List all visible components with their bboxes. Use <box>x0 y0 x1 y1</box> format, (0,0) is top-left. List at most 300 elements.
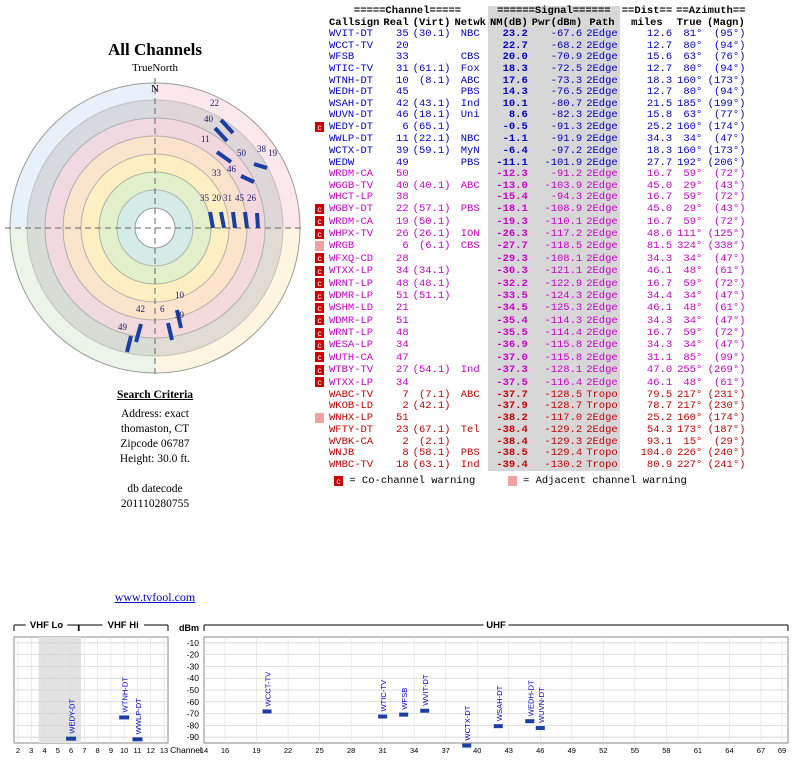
co-channel-warning-icon: c <box>315 315 324 325</box>
polar-plot-wrap <box>5 78 305 378</box>
cell-magn: (174°) <box>707 121 746 134</box>
cell-nm: 14.3 <box>488 87 530 99</box>
table-row[interactable] <box>312 365 747 377</box>
spectrum-point-label: WWLP-DT <box>133 698 143 735</box>
polar-panel <box>0 0 310 604</box>
cell-pwr: -129.2 <box>530 425 584 437</box>
cell-magn: (94°) <box>713 86 746 99</box>
cell-real: 35 <box>396 28 409 41</box>
cell-magn: (206°) <box>707 156 746 169</box>
table-row[interactable] <box>312 291 747 303</box>
row-warning-cell <box>312 352 327 364</box>
cell-callsign: WTXX-LP <box>329 376 374 389</box>
cell-nm: -35.4 <box>488 315 530 327</box>
co-channel-warning-icon: c <box>315 204 324 214</box>
polar-plot <box>5 78 305 378</box>
cell-pwr: -91.9 <box>530 134 584 146</box>
x-tick-label: 28 <box>346 746 356 755</box>
cell-netwk <box>452 315 488 327</box>
cell-real: 18 <box>396 458 409 471</box>
cell-virt <box>411 158 453 170</box>
table-row[interactable] <box>312 216 747 228</box>
cell-miles: 47.0 <box>646 364 673 377</box>
cell-path: 2Edge <box>586 74 618 87</box>
cell-netwk: Tel <box>460 424 480 437</box>
cell-netwk: CBS <box>460 51 480 64</box>
cell-true: 192° <box>677 156 703 169</box>
cell-true: 29° <box>683 203 703 216</box>
cell-callsign: WFSB <box>329 51 355 64</box>
cell-callsign: WGBY-DT <box>329 203 374 216</box>
row-warning-cell <box>312 425 327 437</box>
cell-callsign: WVIT-DT <box>329 28 374 41</box>
x-tick-label: 11 <box>133 746 142 755</box>
cell-pwr: -67.6 <box>530 29 584 41</box>
group-header-channel: =====Channel===== <box>353 5 462 17</box>
col-pwr[interactable]: Pwr(dBm) <box>531 16 583 29</box>
cell-true: 217° <box>677 400 703 413</box>
cell-pwr: -121.1 <box>530 266 584 278</box>
cell-nm: -35.5 <box>488 328 530 340</box>
table-row[interactable] <box>312 99 747 111</box>
cell-true: 59° <box>683 191 703 204</box>
col-miles[interactable]: miles <box>631 16 663 29</box>
cell-virt: (54.1) <box>412 364 451 377</box>
row-warning-cell <box>312 291 327 303</box>
cell-virt: (48.1) <box>412 277 451 290</box>
row-warning-cell <box>312 29 327 41</box>
cell-pwr: -122.9 <box>530 278 584 290</box>
cell-magn: (95°) <box>713 28 746 41</box>
cell-netwk <box>452 192 488 204</box>
cell-path: 2Edge <box>586 215 618 228</box>
table-row[interactable] <box>312 181 747 193</box>
x-tick-label: 13 <box>159 746 169 755</box>
cell-miles: 46.1 <box>646 265 673 278</box>
cell-real: 7 <box>402 388 409 401</box>
cell-miles: 31.1 <box>646 351 673 364</box>
cell-magn: (94°) <box>713 39 746 52</box>
cell-nm: -30.3 <box>488 266 530 278</box>
cell-nm: -39.4 <box>488 460 530 472</box>
row-warning-cell <box>312 328 327 340</box>
row-warning-cell <box>312 216 327 228</box>
cell-callsign: WUVN-DT <box>329 109 374 122</box>
cell-callsign: WFXQ-CD <box>329 252 374 265</box>
table-row[interactable] <box>312 253 747 265</box>
col-netwk[interactable]: Netwk <box>454 16 486 29</box>
col-callsign[interactable]: Callsign <box>329 16 380 29</box>
spectrum-bar[interactable] <box>525 719 534 723</box>
table-row[interactable] <box>312 146 747 158</box>
cell-pwr: -125.3 <box>530 303 584 315</box>
cell-miles: 34.3 <box>646 252 673 265</box>
cell-magn: (76°) <box>713 51 746 64</box>
cell-pwr: -129.4 <box>530 448 584 460</box>
cell-nm: -0.5 <box>488 122 530 134</box>
table-row[interactable] <box>312 169 747 181</box>
co-channel-warning-icon: c <box>315 303 324 313</box>
x-tick-label: 19 <box>252 746 261 755</box>
table-row[interactable] <box>312 52 747 64</box>
cell-real: 40 <box>396 179 409 192</box>
cell-miles: 34.4 <box>646 289 673 302</box>
db-datecode-label: db datecode <box>127 483 183 495</box>
table-row[interactable] <box>312 460 747 472</box>
cell-real: 48 <box>396 277 409 290</box>
cell-nm: -38.4 <box>488 437 530 449</box>
cell-virt <box>411 303 453 315</box>
adjacent-channel-warning-icon: a <box>315 241 324 251</box>
cell-path: 2Edge <box>586 62 618 75</box>
cell-nm: 18.3 <box>488 64 530 76</box>
cell-callsign: WNJB <box>329 447 355 460</box>
row-warning-cell <box>312 122 327 134</box>
cell-true: 34° <box>683 314 703 327</box>
cell-callsign: WEDW <box>329 156 355 169</box>
co-channel-warning-icon: c <box>315 365 324 375</box>
cell-callsign: WSHM-LD <box>329 302 374 315</box>
cell-path: 2Edge <box>586 364 618 377</box>
cell-true: 160° <box>677 144 703 157</box>
cell-magn: (61°) <box>713 265 746 278</box>
spectrum-bar[interactable] <box>399 713 408 717</box>
cell-true: 63° <box>683 109 703 122</box>
y-tick-label: -40 <box>186 673 199 684</box>
cell-callsign: WEDY-DT <box>329 121 374 134</box>
cell-real: 47 <box>396 351 409 364</box>
cell-true: 324° <box>677 240 703 253</box>
table-row[interactable] <box>312 352 747 364</box>
cell-miles: 34.3 <box>646 314 673 327</box>
spectrum-point-label: WEDY-DT <box>67 698 77 734</box>
table-row[interactable] <box>312 315 747 327</box>
band-label: VHF Lo <box>29 620 64 631</box>
cell-nm: -13.0 <box>488 181 530 193</box>
cell-real: 27 <box>396 364 409 377</box>
cell-pwr: -115.8 <box>530 352 584 364</box>
cell-magn: (173°) <box>707 144 746 157</box>
cell-path: 2Edge <box>586 339 618 352</box>
spectrum-point-label: WFSB <box>400 687 410 710</box>
cell-virt <box>411 41 453 53</box>
cell-callsign: WKOB-LD <box>329 400 374 413</box>
cell-virt: (7.1) <box>418 388 451 401</box>
spectrum-bar[interactable] <box>494 724 503 728</box>
x-tick-label: 5 <box>55 746 60 755</box>
cell-callsign: WRGB <box>329 240 355 253</box>
table-row[interactable] <box>312 340 747 352</box>
spectrum-bar[interactable] <box>263 709 272 713</box>
y-tick-label: -60 <box>186 696 199 707</box>
table-row[interactable] <box>312 278 747 290</box>
cell-path: 2Edge <box>586 435 618 448</box>
cell-nm: -38.2 <box>488 413 530 425</box>
cell-callsign: WGGB-TV <box>329 179 374 192</box>
co-channel-warning-icon: c <box>315 278 324 288</box>
signal-table-panel <box>312 6 800 487</box>
cell-magn: (47°) <box>713 339 746 352</box>
table-row[interactable] <box>312 377 747 389</box>
cell-virt: (43.1) <box>412 97 451 110</box>
co-channel-warning-icon: c <box>315 377 324 387</box>
row-warning-cell <box>312 181 327 193</box>
row-warning-cell <box>312 204 327 216</box>
y-tick-label: -90 <box>186 732 199 743</box>
spectrum-bar[interactable] <box>119 715 129 719</box>
cell-magn: (77°) <box>713 109 746 122</box>
cell-miles: 18.3 <box>646 74 673 87</box>
cell-pwr: -130.2 <box>530 460 584 472</box>
cell-true: 48° <box>683 302 703 315</box>
spectrum-point-label: WTNH-DT <box>120 677 130 713</box>
cell-miles: 16.7 <box>646 168 673 181</box>
y-tick-label: -30 <box>186 661 199 672</box>
table-row[interactable] <box>312 110 747 122</box>
cell-path: 2Edge <box>586 191 618 204</box>
cell-callsign: WRDM-CA <box>329 215 374 228</box>
polar-marker-label: 40 <box>204 114 213 124</box>
x-tick-label: 9 <box>108 746 113 755</box>
table-row[interactable] <box>312 192 747 204</box>
cell-true: 173° <box>677 424 703 437</box>
cell-virt: (30.1) <box>412 28 451 41</box>
table-row[interactable] <box>312 401 747 413</box>
cell-callsign: WNHX-LP <box>329 412 374 425</box>
cell-true: 160° <box>677 74 703 87</box>
row-warning-cell <box>312 241 327 253</box>
x-tick-label: 4 <box>42 746 47 755</box>
co-channel-warning-icon: c <box>315 229 324 239</box>
cell-path: 2Edge <box>586 265 618 278</box>
spectrum-bar[interactable] <box>536 726 545 730</box>
cell-magn: (29°) <box>713 435 746 448</box>
cell-path: 2Edge <box>586 156 618 169</box>
table-row[interactable] <box>312 204 747 216</box>
table-legend <box>312 475 800 487</box>
cell-magn: (94°) <box>713 62 746 75</box>
x-tick-label: 3 <box>29 746 34 755</box>
cell-pwr: -128.5 <box>530 390 584 402</box>
cell-netwk: PBS <box>460 447 480 460</box>
cell-virt <box>411 192 453 204</box>
x-tick-label: 69 <box>777 746 787 755</box>
cell-virt <box>411 377 453 389</box>
cell-miles: 12.7 <box>646 86 673 99</box>
cell-netwk <box>452 377 488 389</box>
cell-path: Tropo <box>586 447 618 460</box>
table-row[interactable] <box>312 122 747 134</box>
table-row[interactable] <box>312 266 747 278</box>
x-tick-label: 16 <box>220 746 230 755</box>
cell-nm: -38.4 <box>488 425 530 437</box>
cell-nm: 20.0 <box>488 52 530 64</box>
table-row[interactable] <box>312 328 747 340</box>
adjacent-channel-warning-icon: a <box>508 476 517 486</box>
cell-miles: 34.3 <box>646 133 673 146</box>
cell-pwr: -128.7 <box>530 401 584 413</box>
cell-true: 59° <box>683 277 703 290</box>
cell-true: 59° <box>683 168 703 181</box>
row-warning-cell <box>312 99 327 111</box>
col-magn[interactable]: (Magn) <box>706 16 745 29</box>
row-warning-cell <box>312 64 327 76</box>
cell-path: 2Edge <box>586 376 618 389</box>
table-row[interactable] <box>312 241 747 253</box>
cell-real: 20 <box>396 39 409 52</box>
legend-cochannel-text: = Co-channel warning <box>349 475 476 488</box>
cell-callsign: WSAH-DT <box>329 97 374 110</box>
tvfool-link[interactable]: www.tvfool.com <box>114 590 196 604</box>
cell-real: 51 <box>396 314 409 327</box>
cell-pwr: -103.9 <box>530 181 584 193</box>
table-group-header-row <box>312 6 747 18</box>
cell-real: 19 <box>396 215 409 228</box>
cell-netwk: MyN <box>460 144 480 157</box>
y-axis-label: dBm <box>179 623 199 633</box>
co-channel-warning-icon: c <box>315 352 324 362</box>
cell-real: 28 <box>396 252 409 265</box>
legend-adjacent-text: = Adjacent channel warning <box>522 475 687 488</box>
cell-virt <box>411 352 453 364</box>
cell-path: Tropo <box>586 458 618 471</box>
spectrum-point-label: WSAH-DT <box>494 685 504 722</box>
page-title: All Channels <box>108 40 202 59</box>
table-row[interactable] <box>312 425 747 437</box>
cell-netwk: PBS <box>460 156 480 169</box>
cell-callsign: WCCT-TV <box>329 39 374 52</box>
row-warning-cell <box>312 401 327 413</box>
table-row[interactable] <box>312 303 747 315</box>
cell-nm: -33.5 <box>488 291 530 303</box>
cell-path: Tropo <box>586 400 618 413</box>
spectrum-bar[interactable] <box>132 737 142 741</box>
cell-callsign: WRDM-CA <box>329 168 374 181</box>
cell-pwr: -117.0 <box>530 413 584 425</box>
col-virt[interactable]: (Virt) <box>412 16 451 29</box>
polar-marker-label: 31 <box>223 193 232 203</box>
cell-real: 50 <box>396 168 409 181</box>
cell-magn: (173°) <box>707 74 746 87</box>
cell-real: 11 <box>396 133 409 146</box>
cell-netwk <box>452 303 488 315</box>
row-warning-cell <box>312 377 327 389</box>
x-tick-label: 6 <box>69 746 74 755</box>
cell-netwk <box>452 216 488 228</box>
x-tick-label: 34 <box>410 746 419 755</box>
cell-nm: -27.7 <box>488 241 530 253</box>
cell-pwr: -82.3 <box>530 110 584 122</box>
cell-magn: (72°) <box>713 277 746 290</box>
table-row[interactable] <box>312 76 747 88</box>
compass-north: N <box>151 83 159 95</box>
table-row[interactable] <box>312 29 747 41</box>
row-warning-cell <box>312 437 327 449</box>
table-row[interactable] <box>312 64 747 76</box>
cell-path: 2Edge <box>586 97 618 110</box>
cell-magn: (47°) <box>713 252 746 265</box>
cell-magn: (72°) <box>713 168 746 181</box>
cell-magn: (47°) <box>713 133 746 146</box>
row-warning-cell <box>312 169 327 181</box>
cell-pwr: -114.4 <box>530 328 584 340</box>
cell-real: 45 <box>396 86 409 99</box>
group-header-signal: ======Signal====== <box>488 6 620 18</box>
cell-virt: (65.1) <box>412 121 451 134</box>
spectrum-point-label: WEDH-DT <box>526 680 536 717</box>
co-channel-warning-icon: c <box>315 216 324 226</box>
spectrum-bar[interactable] <box>66 737 76 741</box>
spectrum-bar[interactable] <box>378 715 387 719</box>
cell-virt <box>411 328 453 340</box>
search-criteria-line: Address: exact <box>120 408 190 420</box>
cell-path: 2Edge <box>586 109 618 122</box>
cell-callsign: WWLP-DT <box>329 133 374 146</box>
cell-real: 34 <box>396 265 409 278</box>
legend-cochannel <box>334 475 475 487</box>
polar-marker-label: 26 <box>247 193 256 203</box>
search-criteria <box>0 388 310 467</box>
x-tick-label: 10 <box>120 746 129 755</box>
cell-virt: (18.1) <box>412 109 451 122</box>
cell-virt: (61.1) <box>412 62 451 75</box>
cell-magn: (72°) <box>713 215 746 228</box>
spectrum-chart <box>0 615 800 765</box>
row-warning-cell <box>312 390 327 402</box>
cell-real: 31 <box>396 62 409 75</box>
col-real[interactable]: Real <box>383 16 409 29</box>
polar-marker-label: 50 <box>237 148 246 158</box>
cell-netwk <box>452 278 488 290</box>
cell-path: 2Edge <box>586 424 618 437</box>
cell-pwr: -115.8 <box>530 340 584 352</box>
spectrum-bar[interactable] <box>462 744 471 748</box>
cell-path: 2Edge <box>586 289 618 302</box>
cell-nm: -18.1 <box>488 204 530 216</box>
table-row[interactable] <box>312 41 747 53</box>
x-tick-label: 40 <box>473 746 482 755</box>
spectrum-point-label: WTIC-TV <box>379 679 389 712</box>
x-tick-label: 25 <box>315 746 324 755</box>
cell-callsign: WTNH-DT <box>329 74 374 87</box>
table-row[interactable] <box>312 87 747 99</box>
cell-real: 51 <box>396 412 409 425</box>
cell-magn: (241°) <box>707 458 746 471</box>
col-nm[interactable]: NM(dB) <box>489 16 528 29</box>
table-row[interactable] <box>312 229 747 241</box>
cell-nm: -32.2 <box>488 278 530 290</box>
cell-callsign: WDMR-LP <box>329 289 374 302</box>
cell-true: 34° <box>683 252 703 265</box>
table-row[interactable] <box>312 158 747 170</box>
cell-callsign: WFTY-DT <box>329 424 374 437</box>
cell-path: 2Edge <box>586 168 618 181</box>
cell-virt <box>411 315 453 327</box>
cell-pwr: -108.1 <box>530 253 584 265</box>
spectrum-bar[interactable] <box>420 709 429 713</box>
cell-virt: (51.1) <box>412 289 451 302</box>
cell-miles: 45.0 <box>646 179 673 192</box>
cell-pwr: -129.3 <box>530 437 584 449</box>
polar-marker-label: 49 <box>118 322 127 332</box>
col-path[interactable]: Path <box>584 18 620 30</box>
polar-marker-label: 42 <box>136 304 145 314</box>
col-true[interactable]: True <box>676 16 702 29</box>
cell-nm: -37.3 <box>488 365 530 377</box>
x-tick-label: 64 <box>725 746 734 755</box>
cell-miles: 18.3 <box>646 144 673 157</box>
co-channel-warning-icon: c <box>315 122 324 132</box>
